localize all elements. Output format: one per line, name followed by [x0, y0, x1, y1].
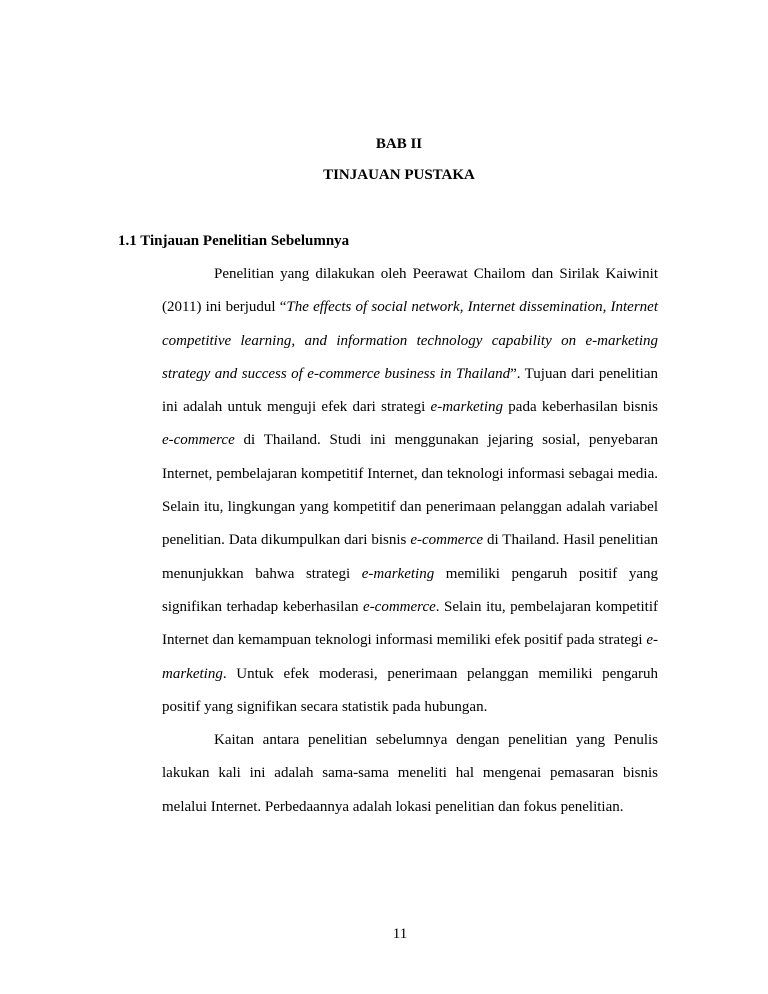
paragraph-1-text: . Selain itu, pembelajaran kompetitif Internet dan kemampuan teknologi informasi memiliki efek positif pada strategi [162, 598, 658, 649]
term-e-commerce: e-commerce [410, 532, 484, 549]
paragraph-1-text: ”. Tujuan dari penelitian ini adalah untuk menguji efek dari strategi [162, 365, 659, 416]
paragraph-1-text: pada keberhasilan bisnis [503, 399, 658, 416]
term-e-commerce: e-commerce [363, 598, 436, 615]
term-e-marketing: e-marketing [162, 632, 658, 682]
chapter-number: BAB II [375, 136, 423, 152]
chapter-title: TINJAUAN PUSTAKA [323, 167, 475, 183]
paragraph-1-text: memiliki pengaruh positif yang signifikan terhadap keberhasilan [162, 565, 659, 615]
paragraph-1-text: di Thailand. Studi ini menggunakan jejaring sosial, penyebaran Internet, pembelajaran kompetitif Internet, dan teknologi informasi sebagai media. Selain itu, lingkungan yang kompetitif dan penerimaan pelanggan adalah variabel penelitian. Data dikumpulkan dari bisnis [162, 432, 658, 549]
page-number: 11 [392, 926, 408, 942]
research-title-italic: The effects of social network, Internet dissemination, Internet competitive learning, and information technology capability on e-marketing strategy and success of e-commerce business in Thailand [162, 299, 658, 382]
term-e-marketing: e-marketing [430, 399, 504, 416]
term-e-commerce: e-commerce [162, 432, 235, 449]
paragraph-1-text: di Thailand. Hasil penelitian menunjukkan bahwa strategi [162, 532, 658, 582]
paragraph-1 [162, 258, 658, 724]
term-e-marketing: e-marketing [361, 565, 435, 582]
section-heading: 1.1 Tinjauan Penelitian Sebelumnya [118, 233, 350, 249]
paragraph-1-text: Penelitian yang dilakukan oleh Peerawat Chailom dan Sirilak Kaiwinit (2011) ini berjudul “ [162, 266, 658, 316]
paragraph-2: Kaitan antara penelitian sebelumnya dengan penelitian yang Penulis lakukan kali ini adalah sama-sama meneliti hal mengenai pemasaran bisnis melalui Internet. Perbedaannya adalah lokasi penelitian dan fokus penelitian. [162, 732, 658, 815]
body-text [162, 258, 658, 824]
paragraph-1-text: . Untuk efek moderasi, penerimaan pelanggan memiliki pengaruh positif yang signifikan secara statistik pada hubungan. [162, 665, 658, 715]
